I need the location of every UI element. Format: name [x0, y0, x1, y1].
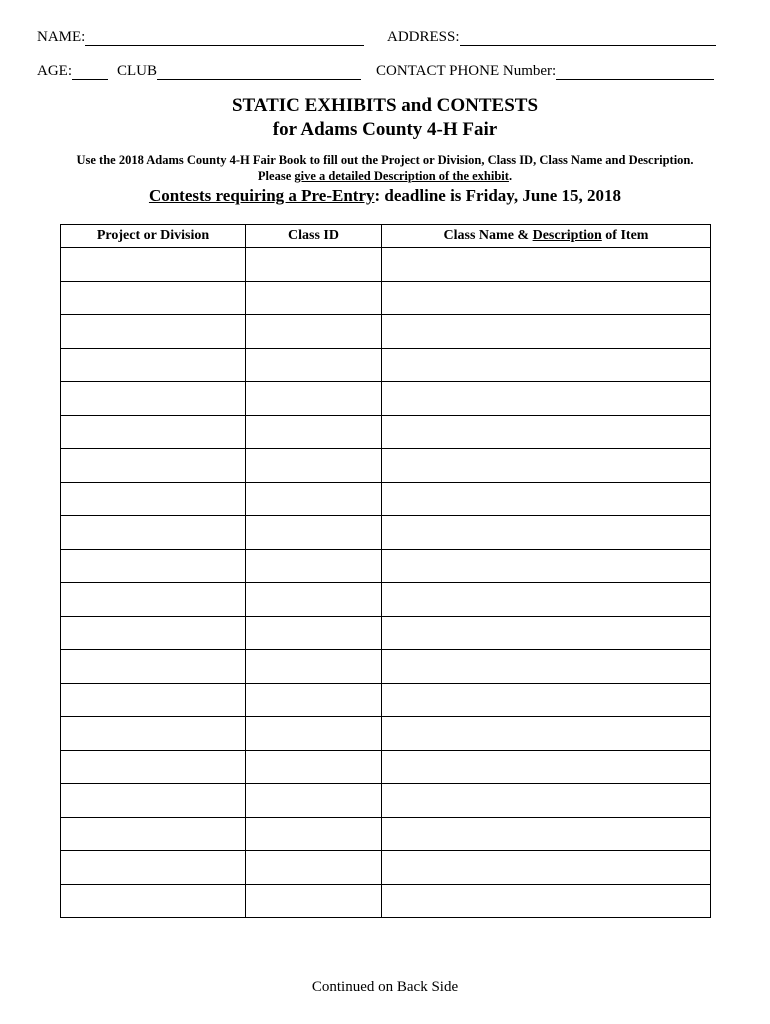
preentry-date: : deadline is Friday, June 15, 2018 [374, 186, 622, 205]
table-row [61, 616, 711, 650]
table-row [61, 549, 711, 583]
club-blank[interactable] [157, 65, 361, 80]
class-name-description-cell[interactable] [382, 750, 711, 784]
class-id-cell[interactable] [246, 516, 382, 550]
class-name-description-cell[interactable] [382, 516, 711, 550]
class-name-description-cell[interactable] [382, 583, 711, 617]
project-or-division-cell[interactable] [61, 516, 246, 550]
table-body [61, 248, 711, 918]
project-or-division-cell[interactable] [61, 382, 246, 416]
footer-continued: Continued on Back Side [311, 979, 459, 995]
header-col3-prefix: Class Name & [443, 228, 533, 243]
address-field[interactable] [387, 29, 716, 46]
class-id-cell[interactable] [246, 482, 382, 516]
project-or-division-cell[interactable] [61, 281, 246, 315]
address-blank[interactable] [460, 31, 716, 46]
name-blank[interactable] [85, 31, 364, 46]
table-row [61, 315, 711, 349]
table-row [61, 449, 711, 483]
table-row [61, 482, 711, 516]
header-col3-suffix: of Item [601, 228, 649, 243]
project-or-division-cell[interactable] [61, 817, 246, 851]
class-id-cell[interactable] [246, 281, 382, 315]
class-name-description-cell[interactable] [382, 248, 711, 282]
project-or-division-cell[interactable] [61, 717, 246, 751]
table-row [61, 583, 711, 617]
project-or-division-cell[interactable] [61, 851, 246, 885]
header-class-name-description [382, 225, 711, 248]
class-name-description-cell[interactable] [382, 851, 711, 885]
preentry-label: Contests requiring a Pre-Entry [148, 186, 375, 205]
club-field[interactable] [117, 63, 361, 80]
project-or-division-cell[interactable] [61, 315, 246, 349]
table-row [61, 516, 711, 550]
class-id-cell[interactable] [246, 884, 382, 918]
table-row [61, 717, 711, 751]
project-or-division-cell[interactable] [61, 683, 246, 717]
table-row [61, 281, 711, 315]
project-or-division-cell[interactable] [61, 348, 246, 382]
project-or-division-cell[interactable] [61, 583, 246, 617]
table-row [61, 817, 711, 851]
class-id-cell[interactable] [246, 348, 382, 382]
table-row [61, 348, 711, 382]
age-blank[interactable] [72, 65, 108, 80]
class-id-cell[interactable] [246, 817, 382, 851]
class-name-description-cell[interactable] [382, 616, 711, 650]
class-name-description-cell[interactable] [382, 717, 711, 751]
phone-blank[interactable] [556, 65, 714, 80]
table-row [61, 248, 711, 282]
table-row [61, 415, 711, 449]
class-id-cell[interactable] [246, 650, 382, 684]
class-id-cell[interactable] [246, 248, 382, 282]
project-or-division-cell[interactable] [61, 415, 246, 449]
class-id-cell[interactable] [246, 315, 382, 349]
age-field[interactable] [37, 63, 108, 80]
instructions-suffix: . [508, 169, 513, 183]
class-name-description-cell[interactable] [382, 784, 711, 818]
instructions-emphasis: give a detailed Description of the exhibit [294, 169, 509, 183]
class-name-description-cell[interactable] [382, 281, 711, 315]
class-name-description-cell[interactable] [382, 549, 711, 583]
class-name-description-cell[interactable] [382, 382, 711, 416]
class-name-description-cell[interactable] [382, 315, 711, 349]
class-id-cell[interactable] [246, 616, 382, 650]
table-row [61, 382, 711, 416]
project-or-division-cell[interactable] [61, 482, 246, 516]
header-project-or-division: Project or Division [61, 225, 246, 248]
instructions-line-1: Use the 2018 Adams County 4-H Fair Book to fill out the Project or Division, Class ID, Class Name and Description. [76, 153, 694, 167]
phone-field[interactable] [376, 63, 714, 80]
table-row [61, 784, 711, 818]
table-row [61, 650, 711, 684]
header-class-id: Class ID [246, 225, 382, 248]
class-name-description-cell[interactable] [382, 817, 711, 851]
instructions-prefix: Please [257, 169, 295, 183]
class-id-cell[interactable] [246, 717, 382, 751]
class-id-cell[interactable] [246, 382, 382, 416]
project-or-division-cell[interactable] [61, 449, 246, 483]
class-id-cell[interactable] [246, 449, 382, 483]
name-label: NAME: [37, 29, 86, 45]
table-row [61, 750, 711, 784]
name-field[interactable] [37, 29, 364, 46]
class-name-description-cell[interactable] [382, 415, 711, 449]
table-row [61, 683, 711, 717]
table-row [61, 884, 711, 918]
project-or-division-cell[interactable] [61, 248, 246, 282]
class-id-cell[interactable] [246, 784, 382, 818]
class-name-description-cell[interactable] [382, 650, 711, 684]
class-name-description-cell[interactable] [382, 482, 711, 516]
class-id-cell[interactable] [246, 549, 382, 583]
class-id-cell[interactable] [246, 750, 382, 784]
class-name-description-cell[interactable] [382, 683, 711, 717]
project-or-division-cell[interactable] [61, 616, 246, 650]
entry-table [60, 224, 711, 918]
class-id-cell[interactable] [246, 583, 382, 617]
class-name-description-cell[interactable] [382, 449, 711, 483]
page-title: STATIC EXHIBITS and CONTESTS [231, 95, 539, 116]
page-subtitle: for Adams County 4-H Fair [272, 119, 498, 140]
class-id-cell[interactable] [246, 851, 382, 885]
header-col3-underlined: Description [532, 228, 602, 243]
table-header-row [61, 225, 711, 248]
class-name-description-cell[interactable] [382, 348, 711, 382]
project-or-division-cell[interactable] [61, 784, 246, 818]
project-or-division-cell[interactable] [61, 750, 246, 784]
instructions-line-2 [0, 169, 770, 184]
phone-label: CONTACT PHONE Number: [376, 63, 557, 79]
address-label: ADDRESS: [387, 29, 460, 45]
table-row [61, 851, 711, 885]
project-or-division-cell[interactable] [61, 884, 246, 918]
club-label: CLUB [117, 63, 158, 79]
project-or-division-cell[interactable] [61, 549, 246, 583]
age-label: AGE: [37, 63, 72, 79]
project-or-division-cell[interactable] [61, 650, 246, 684]
class-id-cell[interactable] [246, 415, 382, 449]
class-id-cell[interactable] [246, 683, 382, 717]
preentry-deadline [0, 186, 770, 206]
class-name-description-cell[interactable] [382, 884, 711, 918]
